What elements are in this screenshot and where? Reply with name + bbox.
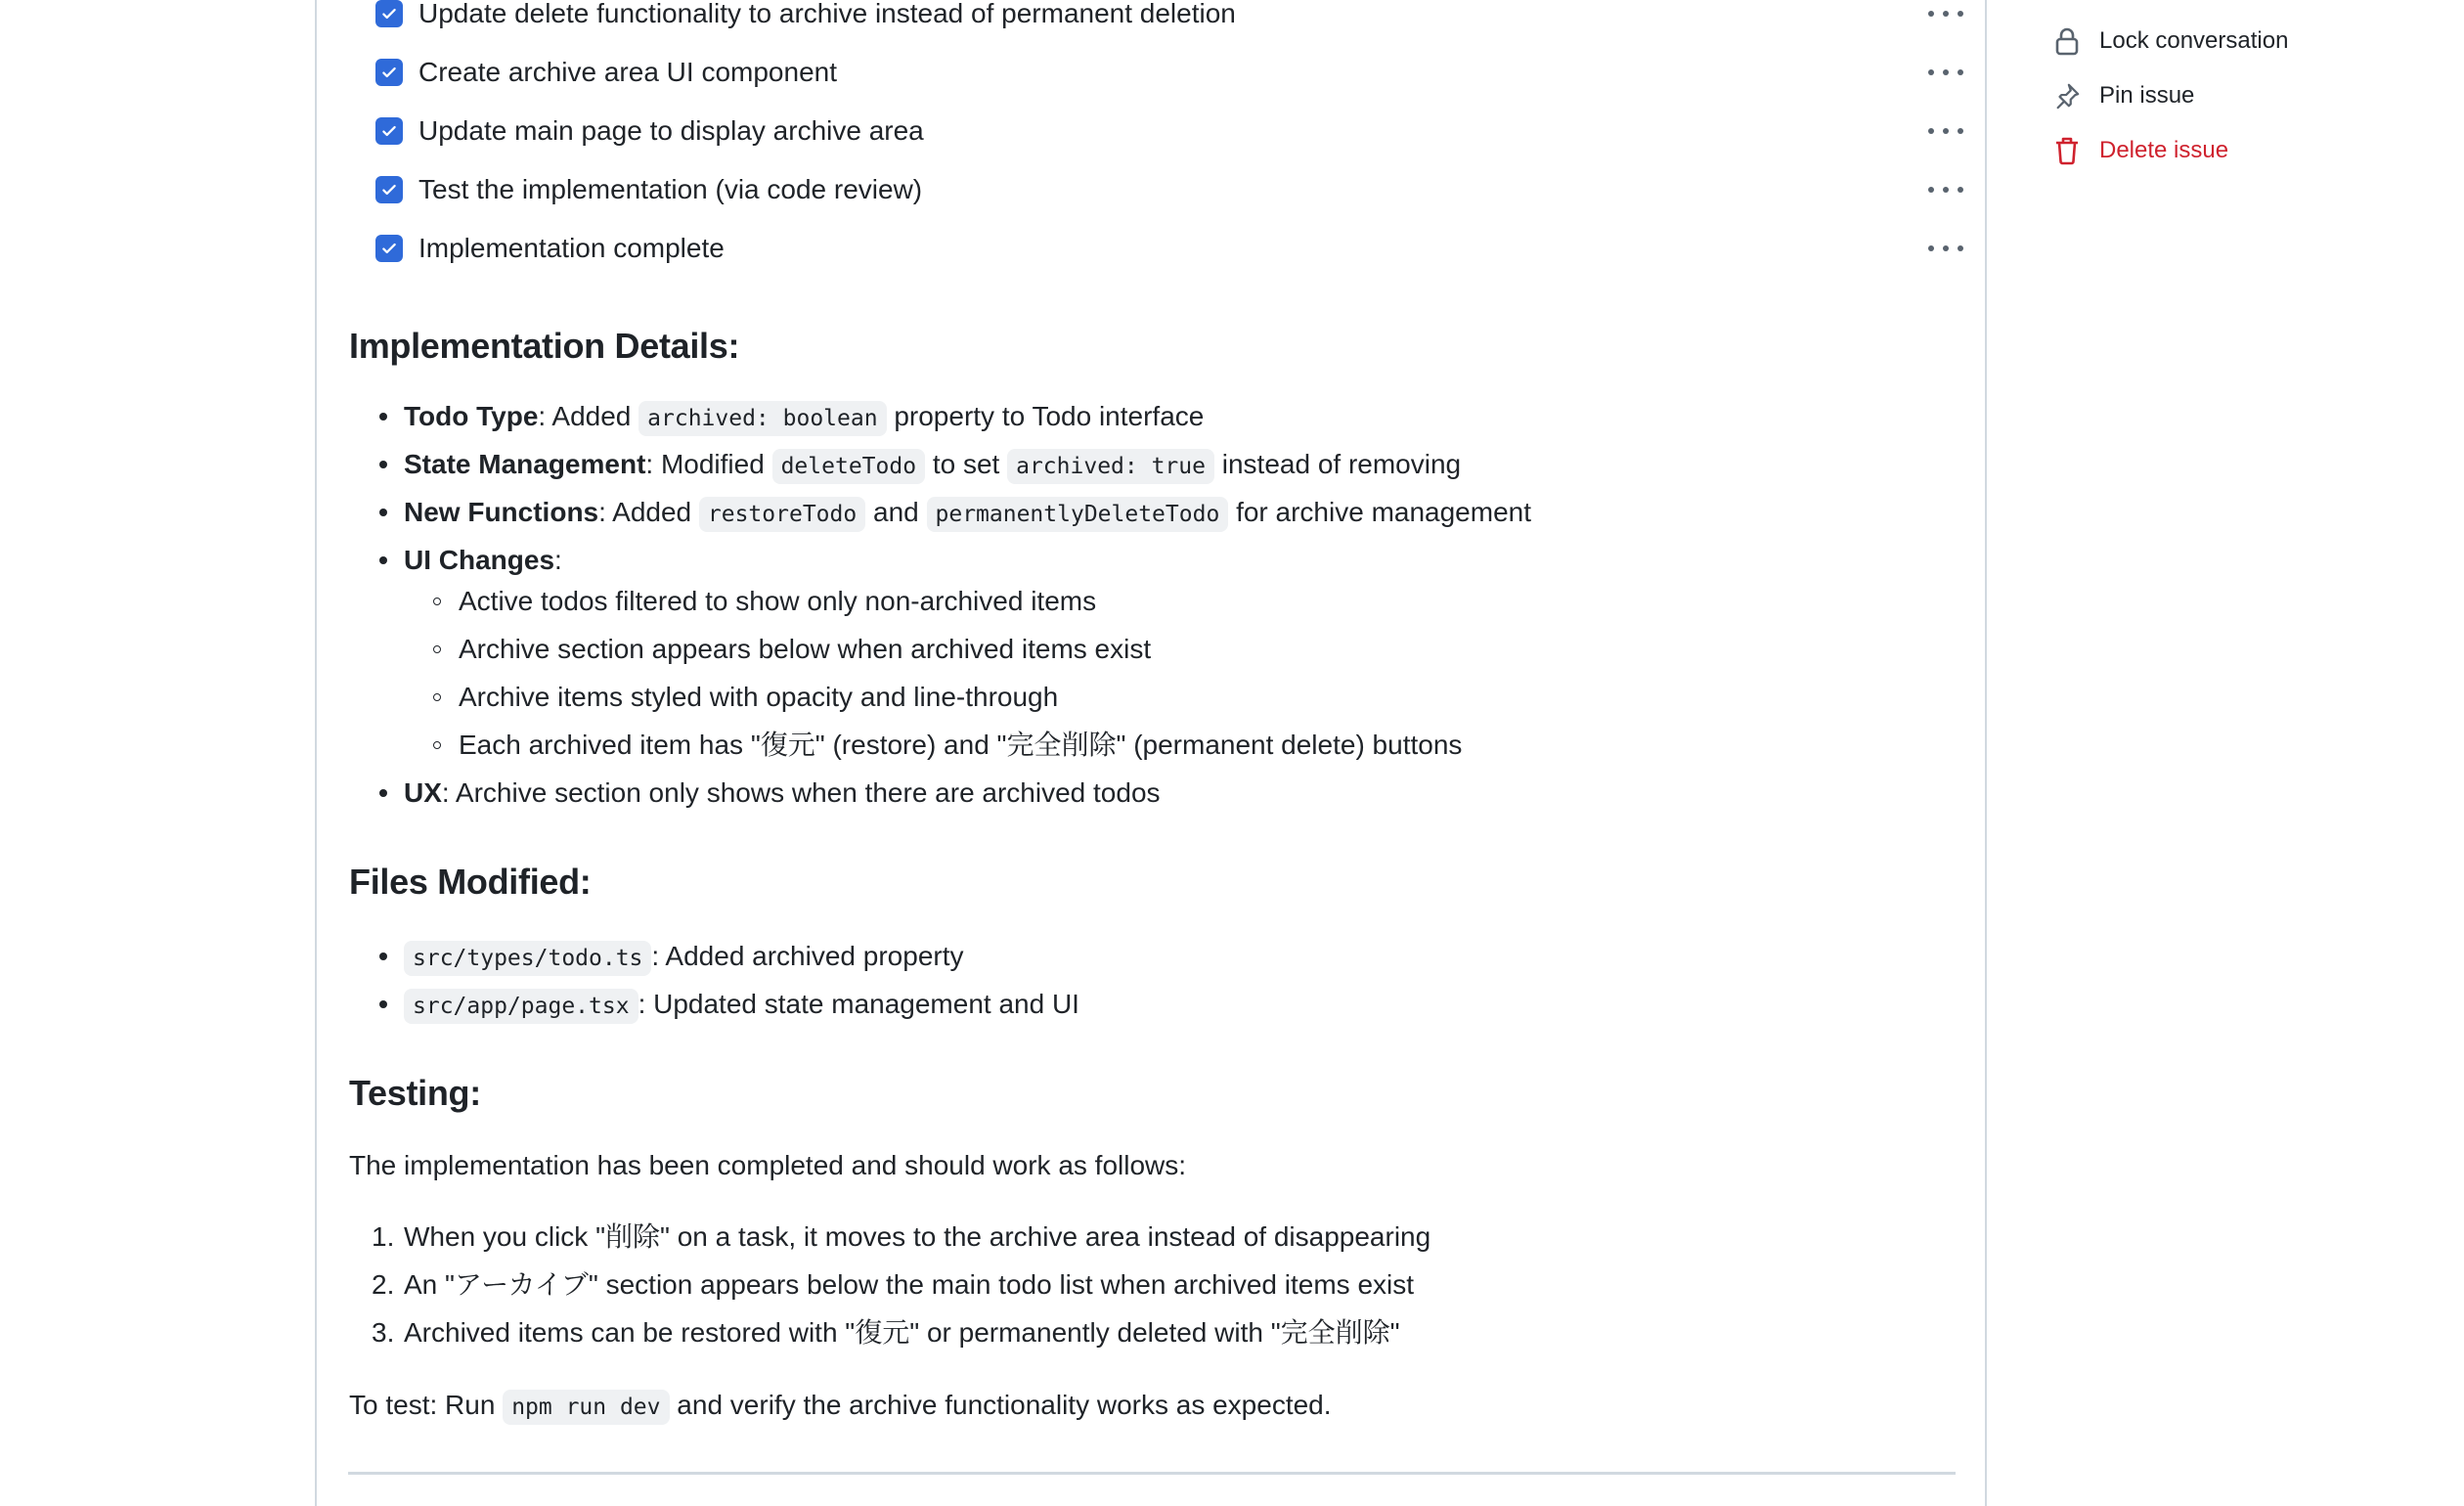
detail-text: : Modified: [645, 449, 772, 479]
detail-text: for archive management: [1228, 497, 1532, 527]
kebab-dot-icon: [1943, 11, 1949, 17]
task-checkbox[interactable]: [375, 0, 403, 27]
kebab-dot-icon: [1943, 245, 1949, 251]
pin-issue-label: Pin issue: [2099, 82, 2195, 109]
kebab-dot-icon: [1958, 245, 1963, 251]
task-label: Create archive area UI component: [418, 57, 837, 87]
task-menu-button[interactable]: [1928, 176, 1963, 203]
bullet-icon: [379, 1000, 387, 1008]
testing-step: Archived items can be restored with "復元" or permanently deleted with "完全削除": [404, 1317, 1400, 1348]
ui-change-sub-item: Archive items styled with opacity and line-through: [459, 682, 1059, 712]
kebab-dot-icon: [1928, 245, 1934, 251]
file-item: [404, 937, 964, 978]
detail-text: and: [865, 497, 927, 527]
kebab-dot-icon: [1928, 187, 1934, 193]
to-test-prefix: To test: Run: [349, 1390, 504, 1420]
detail-title: UI Changes: [404, 545, 555, 575]
detail-title: New Functions: [404, 497, 599, 527]
lock-conversation-label: Lock conversation: [2099, 27, 2289, 54]
detail-item-new-functions: [404, 493, 1531, 534]
task-checkbox[interactable]: [375, 235, 403, 262]
detail-text: : Archive section only shows when there are archived todos: [441, 777, 1161, 808]
file-path-code: src/app/page.tsx: [404, 989, 638, 1024]
sub-bullet-icon: [433, 741, 441, 749]
file-path-code: src/types/todo.ts: [404, 941, 651, 976]
task-checkbox[interactable]: [375, 117, 403, 145]
ui-change-sub-item: Active todos filtered to show only non-archived items: [459, 586, 1097, 616]
bullet-icon: [379, 952, 387, 960]
detail-item-state-management: [404, 445, 1461, 486]
detail-item-todo-type: [404, 397, 1204, 438]
bullet-icon: [379, 509, 387, 516]
task-label: Implementation complete: [418, 233, 725, 263]
kebab-dot-icon: [1958, 69, 1963, 75]
task-item: [375, 0, 1979, 33]
sub-bullet-icon: [433, 598, 441, 605]
files-modified-heading: Files Modified:: [349, 862, 592, 902]
detail-text: to set: [925, 449, 1008, 479]
kebab-dot-icon: [1928, 11, 1934, 17]
detail-text: : Added: [598, 497, 699, 527]
inline-code: restoreTodo: [699, 497, 865, 532]
detail-text: property to Todo interface: [886, 401, 1205, 431]
ui-change-sub-item: Archive section appears below when archived items exist: [459, 634, 1152, 664]
testing-step: When you click "削除" on a task, it moves to the archive area instead of disappearing: [404, 1221, 1431, 1252]
detail-item-ui-changes: [404, 541, 562, 580]
check-icon: [380, 240, 398, 257]
bullet-icon: [379, 556, 387, 564]
kebab-dot-icon: [1958, 128, 1963, 134]
inline-code: archived: true: [1007, 449, 1214, 484]
testing-step: An "アーカイブ" section appears below the main todo list when archived items exist: [404, 1269, 1415, 1300]
task-checkbox[interactable]: [375, 59, 403, 86]
bullet-icon: [379, 461, 387, 468]
kebab-dot-icon: [1928, 128, 1934, 134]
lock-conversation-button[interactable]: [2053, 22, 2288, 61]
check-icon: [380, 122, 398, 140]
step-number: 2.: [372, 1269, 395, 1300]
task-menu-button[interactable]: [1928, 235, 1963, 262]
check-icon: [380, 181, 398, 199]
file-desc: : Updated state management and UI: [638, 989, 1079, 1019]
task-checkbox[interactable]: [375, 176, 403, 203]
task-menu-button[interactable]: [1928, 0, 1963, 27]
task-item: [375, 111, 1979, 151]
detail-text: : Added: [538, 401, 639, 431]
kebab-dot-icon: [1958, 187, 1963, 193]
detail-title: Todo Type: [404, 401, 539, 431]
detail-text: instead of removing: [1213, 449, 1462, 479]
inline-code: npm run dev: [503, 1390, 669, 1425]
kebab-dot-icon: [1958, 11, 1963, 17]
task-menu-button[interactable]: [1928, 59, 1963, 86]
task-item: [375, 229, 1979, 268]
check-icon: [380, 64, 398, 81]
task-label: Update delete functionality to archive instead of permanent deletion: [418, 0, 1236, 28]
sub-bullet-icon: [433, 693, 441, 701]
check-icon: [380, 5, 398, 22]
step-number: 1.: [372, 1221, 395, 1252]
testing-intro: The implementation has been completed and should work as follows:: [349, 1150, 1187, 1180]
task-label: Test the implementation (via code review): [418, 174, 923, 204]
implementation-details-heading: Implementation Details:: [349, 326, 740, 366]
task-label: Update main page to display archive area: [418, 115, 924, 146]
trash-icon: [2053, 135, 2081, 166]
to-test-suffix: and verify the archive functionality works as expected.: [669, 1390, 1332, 1420]
task-item: [375, 170, 1979, 209]
step-number: 3.: [372, 1317, 395, 1348]
ui-change-sub-item: Each archived item has "復元" (restore) and "完全削除" (permanent delete) buttons: [459, 730, 1463, 760]
detail-title: UX: [404, 777, 442, 808]
pin-icon: [2053, 80, 2081, 111]
bullet-icon: [379, 413, 387, 421]
inline-code: permanentlyDeleteTodo: [927, 497, 1229, 532]
delete-issue-button[interactable]: [2053, 131, 2228, 170]
delete-issue-label: Delete issue: [2099, 137, 2229, 163]
detail-text: :: [554, 545, 562, 575]
detail-item-ux: [404, 774, 1161, 813]
kebab-dot-icon: [1943, 187, 1949, 193]
sub-bullet-icon: [433, 645, 441, 653]
to-test-paragraph: [349, 1386, 1332, 1427]
file-desc: : Added archived property: [651, 941, 964, 971]
kebab-dot-icon: [1943, 128, 1949, 134]
task-item: [375, 53, 1979, 92]
kebab-dot-icon: [1928, 69, 1934, 75]
testing-heading: Testing:: [349, 1073, 481, 1113]
pin-issue-button[interactable]: [2053, 76, 2194, 115]
task-menu-button[interactable]: [1928, 117, 1963, 145]
file-item: [404, 985, 1079, 1026]
kebab-dot-icon: [1943, 69, 1949, 75]
bullet-icon: [379, 789, 387, 797]
inline-code: archived: boolean: [638, 401, 886, 436]
lock-icon: [2053, 25, 2081, 57]
detail-title: State Management: [404, 449, 646, 479]
inline-code: deleteTodo: [772, 449, 925, 484]
